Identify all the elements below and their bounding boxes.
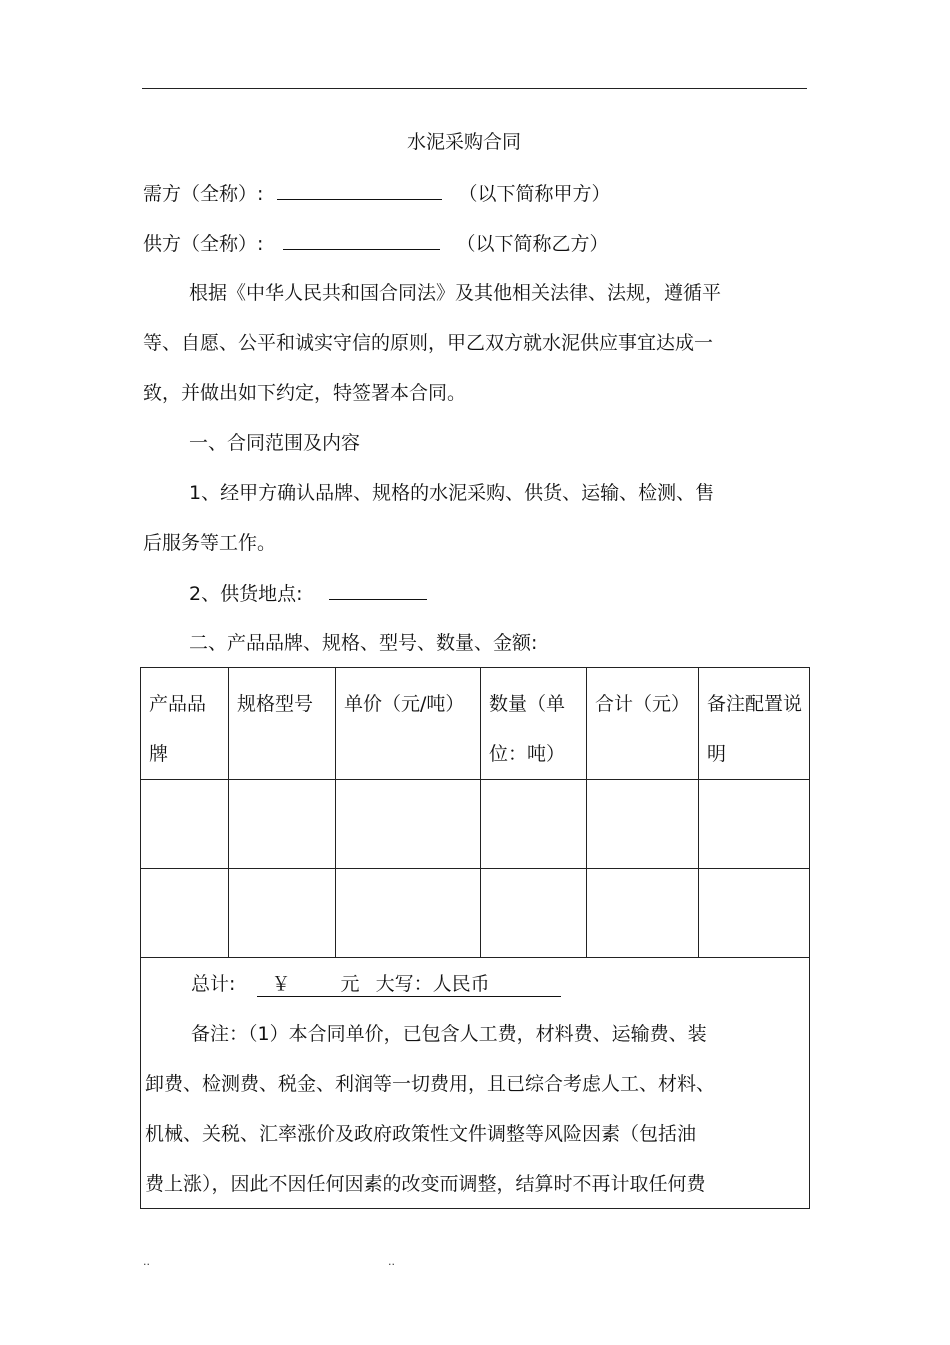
total-and-notes-cell xyxy=(141,958,810,1209)
header-quantity: 数量（单位：吨） xyxy=(481,668,587,780)
total-label: 总计: xyxy=(191,973,236,995)
table-cell[interactable] xyxy=(481,869,587,958)
table-row xyxy=(141,869,810,958)
table-cell[interactable] xyxy=(587,780,699,869)
table-cell[interactable] xyxy=(587,869,699,958)
supplier-label: 供方（全称）: xyxy=(143,233,264,255)
total-and-notes-row xyxy=(141,958,810,1209)
daxie-label: 大写：人民币 xyxy=(375,973,490,995)
note-line-4: 费上涨），因此不因任何因素的改变而调整，结算时不再计取任何费 xyxy=(145,1173,706,1195)
table-cell[interactable] xyxy=(699,869,810,958)
intro-line-2: 等、自愿、公平和诚实守信的原则，甲乙双方就水泥供应事宜达成一 xyxy=(143,332,714,354)
buyer-blank xyxy=(277,181,442,200)
header-subtotal: 合计（元） xyxy=(587,668,699,780)
header-spec: 规格型号 xyxy=(229,668,336,780)
currency-symbol: ￥ xyxy=(271,973,291,995)
header-unit-price: 单价（元/吨） xyxy=(336,668,481,780)
footer-mark-left: .. xyxy=(143,1255,150,1268)
table-cell[interactable] xyxy=(699,780,810,869)
table-cell[interactable] xyxy=(141,869,229,958)
item-1-line-1: 1、经甲方确认品牌、规格的水泥采购、供货、运输、检测、售 xyxy=(189,482,715,504)
footer-mark-center: .. xyxy=(388,1255,395,1268)
header-rule xyxy=(142,88,807,89)
table-cell[interactable] xyxy=(336,869,481,958)
item-1-line-2: 后服务等工作。 xyxy=(143,532,277,554)
intro-line-3: 致，并做出如下约定，特签署本合同。 xyxy=(143,382,467,404)
buyer-line xyxy=(143,181,611,206)
buyer-suffix: （以下简称甲方） xyxy=(458,183,611,205)
supplier-suffix: （以下简称乙方） xyxy=(456,233,609,255)
yuan-label: 元 xyxy=(340,973,360,995)
note-line-3: 机械、关税、汇率涨价及政府政策性文件调整等风险因素（包括油 xyxy=(145,1123,697,1145)
table-cell[interactable] xyxy=(229,780,336,869)
intro-line-1: 根据《中华人民共和国合同法》及其他相关法律、法规，遵循平 xyxy=(189,282,722,304)
supplier-line xyxy=(143,231,609,256)
delivery-location-blank xyxy=(329,581,427,600)
item-2-line xyxy=(189,581,427,606)
header-brand: 产品品牌 xyxy=(141,668,229,780)
item-2-label: 2、供货地点: xyxy=(189,583,303,605)
header-remarks: 备注配置说明 xyxy=(699,668,810,780)
note-line-2: 卸费、检测费、税金、利润等一切费用，且已综合考虑人工、材料、 xyxy=(145,1073,716,1095)
total-amount-underline xyxy=(257,972,561,997)
table-cell[interactable] xyxy=(336,780,481,869)
table-header-row xyxy=(141,668,810,780)
table-cell[interactable] xyxy=(481,780,587,869)
buyer-label: 需方（全称）: xyxy=(143,183,264,205)
note-line-1: 备注：（1）本合同单价，已包含人工费，材料费、运输费、装 xyxy=(191,1023,707,1045)
product-table xyxy=(140,667,810,1209)
table-row xyxy=(141,780,810,869)
table-cell[interactable] xyxy=(141,780,229,869)
document-title: 水泥采购合同 xyxy=(407,131,522,153)
section-1-heading: 一、合同范围及内容 xyxy=(189,432,361,454)
total-line xyxy=(191,972,561,997)
supplier-blank xyxy=(283,231,440,250)
section-2-heading: 二、产品品牌、规格、型号、数量、金额: xyxy=(189,632,538,654)
table-cell[interactable] xyxy=(229,869,336,958)
